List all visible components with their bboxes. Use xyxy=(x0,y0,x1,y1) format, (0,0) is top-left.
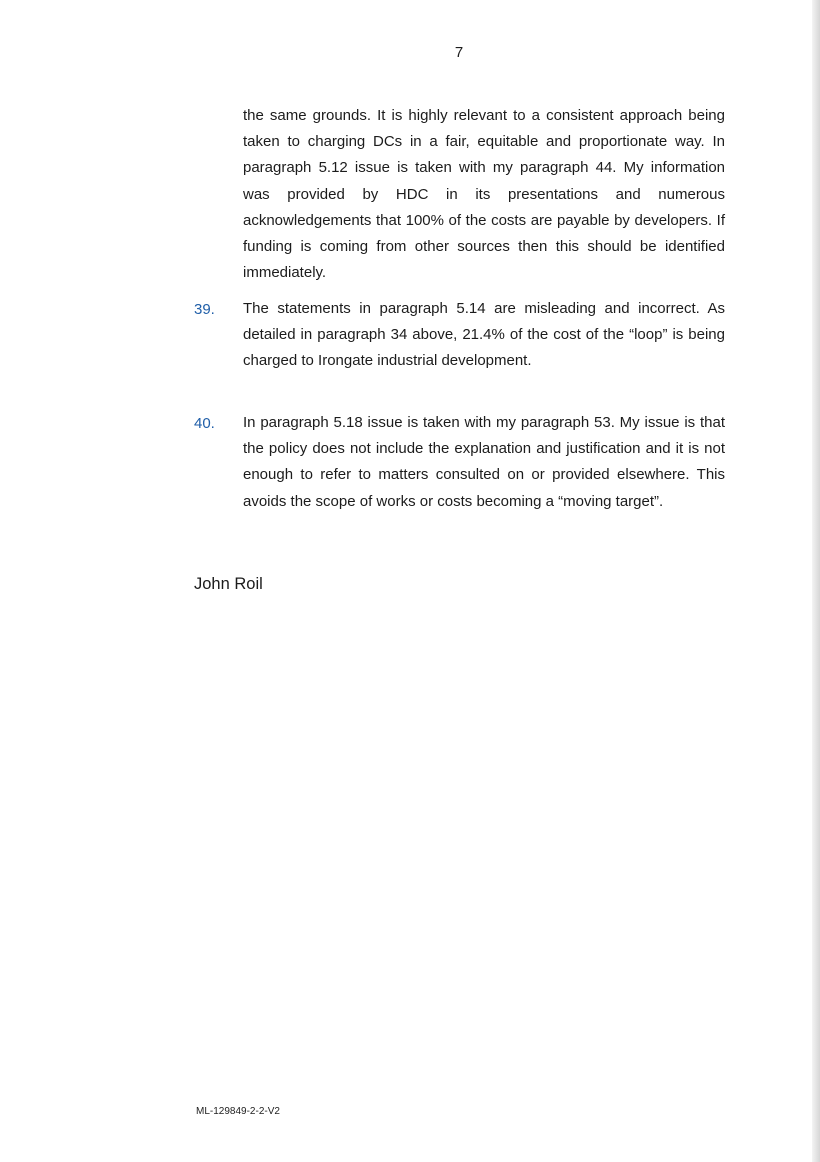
paragraph-number-39: 39. xyxy=(194,301,215,318)
document-reference: ML-129849-2-2-V2 xyxy=(196,1106,280,1117)
page-number: 7 xyxy=(454,44,464,61)
signature-name: John Roil xyxy=(194,575,263,593)
page-edge xyxy=(812,0,820,1162)
paragraph-number-40: 40. xyxy=(194,415,215,432)
paragraph-39-text: The statements in paragraph 5.14 are misleading and incorrect. As detailed in paragraph 34 above, 21.4% of the cost of the “loop” is being charged to Irongate industrial development. xyxy=(243,300,725,370)
paragraph-38-continuation: the same grounds. It is highly relevant to a consistent approach being taken to charging DCs in a fair, equitable and proportionate way. In paragraph 5.12 issue is taken with my paragraph 44. My information was provided by HDC in its presentations and numerous acknowledgements that 100% of the costs are payable by developers. If funding is coming from other sources then this should be identified immediately. xyxy=(243,107,725,282)
paragraph-40-text: In paragraph 5.18 issue is taken with my paragraph 53. My issue is that the policy does not include the explanation and justification and it is not enough to refer to matters consulted on or provided elsewhere. This avoids the scope of works or costs becoming a “moving target”. xyxy=(243,414,725,510)
